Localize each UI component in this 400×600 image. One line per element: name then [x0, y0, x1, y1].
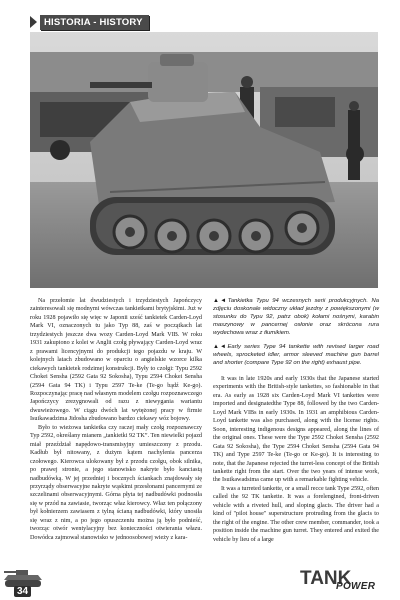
tank-photo-image: [30, 32, 378, 288]
tank-photo: [30, 32, 378, 288]
caption-arrow-icon: ▲◄: [213, 344, 226, 350]
logo-tank: TANK: [300, 568, 352, 589]
paragraph: Na przełomie lat dwudziestych i trzydziestych Japończycy zainteresowali się modnymi wówczas tankietkami brytyjskimi. Już w roku 1928 pojawiło się więc w Japonii sześć tankietek Carden-Loyd Mark VI, oznaczonych tu jako Typ 88, zaś w początkach lat trzydziestych jeszcze dwa wozy Carden-Loyd Mark VIB. W roku 1931 zakupiono z kolei w Anglii czołg pływający Carden-Loyd wraz z prawami licencyjnymi do produkcji tego pojazdu w kraju. W kolejnych latach zbudowano w oparciu o angielskie wzorce kilka ciekawych tankietek rodzimej konstrukcji. Były to czołgi: Typu 2592 Chokei Sensha (2592 Gata 92 Sokosha), Typu 2594 Chokei Sensha (2594 Gata 94 TK) i Typu 2597 Te-ke (Te-go bądź Ke-go). Rozpoczynając pracę nad własnym modelem czołgu rozpoznawczego Japończycy zrezygnowali od razu z niewygania wariantu dwuwieżowego. W ciągu dwóch lat wytężonej pracy w firmie Isuikawadzima Jidosha zbudowano bardzo ciekawy wóz bojowy.: [30, 298, 202, 423]
magazine-logo: [300, 568, 392, 594]
photo-caption-polish: [213, 297, 379, 337]
chevron-right-icon: [30, 16, 37, 28]
caption-text: Tankietka Typu 94 wczesnych serii produkcyjnych. Na zdjęciu doskonale widoczny układ jezdny z powiększonymi (w stosunku do Typu 92, patrz obok) kołami nośnymi, karabin maszynowy w pancernej osłonie oraz skrócona rura wydechowa wraz z tłumikiem.: [213, 298, 379, 336]
tank-silhouette-icon: [2, 568, 44, 588]
polish-text-column: [30, 297, 202, 542]
section-header: [30, 14, 149, 30]
paragraph: It was in late 1920s and early 1930s that the Japanese started experiments with the British-style tankettes, so fashionable in that era. As early as 1928 six Carden-Loyd Mark VI tankettes were imported and designatedthe Type 88, followed by the two Carden-Loyd Mark VIBs in early 1930s. In 1931 an amphibious Carden-Loyd tankette was also purchased, along with the license rights. Soon, interesting indigenous designs appeared, along the lines of the original ones. These were the Type 2592 Chokei Sensha (2592 Gata 92 Sokosha), the Type 2594 Chokei Sensha (2594 Gata 94 TK) and Type 2597 Te-ke (Te-go or Ke-go). It is interesting to note, that the Japanese rejected the turret-less concept of the British tankette right from the start. Over the two years of intense work, the Isuikawadsima came up with a remarkable fighting vehicle.: [213, 376, 379, 484]
paragraph: Było to wieżowa tankietka czy raczej mały czołg rozpoznawczy Typ 2592, określany mianem „tankietki 92 TK”. Ten niewielki pojazd miał przeździał napędowo-transmisyjny umieszczony z przodu. Kadłub był nitowany, z dużym kątem nachylenia pancerza czołowego. Kierowca ulokowany był z przodu czołgu, obok silnika, po prawej stronie, a jego stanowisko nakryte było kanciastą nadbudówką. W jej przedniej i bocznych ściankach znajdowały się przyrządy obserwacyjne nakryte wąskimi przesłonami pancernymi ze szczelinami obserwacyjnymi. Górna płyta tej nadbudówki podnosiła się w przód na zawiasie, tworząc właz kierowcy. Właz ten połączony był kołnierzem zawiasem z tylną ścianą nadbudówki, który unosiła się wraz z nim, a po jego opuszczeniu można ją było podnieść, tworząc otwór wentylacyjny bez konieczności otwierania włazu. Dowódca zajmował stanowisko w jednoosobowej wieży z kara-: [30, 424, 202, 541]
page-number: 34: [14, 586, 31, 597]
caption-arrow-icon: ▲◄: [213, 298, 226, 304]
english-text-column: [213, 297, 379, 544]
paragraph: It was a turreted tankette, or a small recce tank Type 2592, often called the 92 TK tankette. It was a forelengined, front-driven vehicle with a riveted hull, and sloping glacis. The driver had a kind of "pilot house" superstructure protruding from the glacis to the right of the engine. The other crew member, commander, took a position inside the machine gun turret. They entered and exited the vehicle by lieu of a large: [213, 485, 379, 543]
section-label: HISTORIA - HISTORY: [40, 15, 149, 30]
logo-power: POWER: [336, 581, 376, 592]
photo-caption-english: [213, 343, 379, 367]
caption-text: Early series Type 94 tankette with revised larger road wheels, sprocketed idler, armor sleeved machine gun barrel and shorter (compare Type 92 on the right) exhaust pipe.: [213, 344, 379, 366]
